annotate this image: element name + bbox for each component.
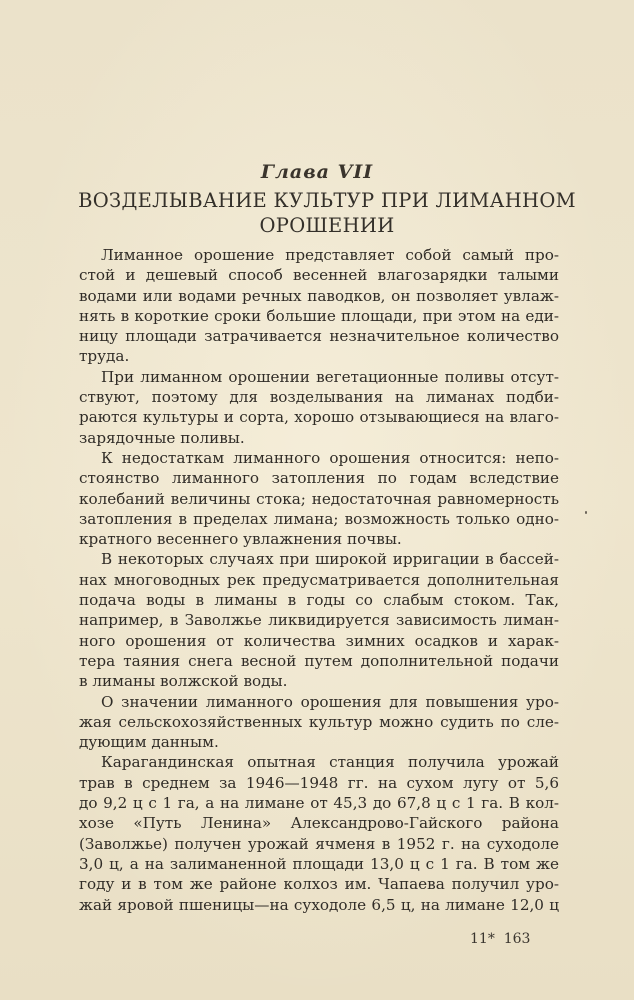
text-line: хозе «Путь Ленина» Александрово-Гайского района (79, 814, 559, 833)
page-footer (470, 931, 570, 947)
text-line: Карагандинская опытная станция получила урожай (101, 753, 559, 772)
text-line: (Заволжье) получен урожай ячменя в 1952 г. на суходоле (79, 834, 559, 853)
text-line: раются культуры и сорта, хорошо отзывающиеся на влаго- (79, 408, 559, 427)
text-line: При лиманном орошении вегетационные поливы отсут- (101, 367, 559, 386)
paragraph (79, 549, 559, 691)
text-line: тера таяния снега весной путем дополнительной подачи (79, 651, 559, 670)
text-line: 3,0 ц, а на залиманенной площади 13,0 ц с 1 га. В том же (79, 854, 559, 873)
text-line: дующим данным. (79, 733, 219, 752)
text-line: году и в том же районе колхоз им. Чапаева получил уро- (79, 875, 559, 894)
chapter-heading: Глава VII (260, 161, 374, 183)
paragraph (79, 692, 559, 753)
text-line: до 9,2 ц с 1 га, а на лимане от 45,3 до 67,8 ц с 1 га. В кол- (79, 794, 559, 813)
text-line: в лиманы волжской воды. (79, 672, 288, 691)
text-line: подача воды в лиманы в годы со слабым стоком. Так, (79, 591, 559, 610)
body-text (79, 245, 559, 915)
text-line: жая сельскохозяйственных культур можно судить по сле- (79, 712, 559, 731)
text-line: Лиманное орошение представляет собой самый про- (101, 246, 559, 264)
text-line: стоянство лиманного затопления по годам вследствие (79, 469, 559, 488)
text-line: колебаний величины стока; недостаточная равномерность (79, 489, 559, 508)
text-line: ного орошения от количества зимних осадков и харак- (79, 631, 559, 650)
text-line: например, в Заволжье ликвидируется зависимость лиман- (79, 611, 559, 630)
paragraph (79, 752, 559, 914)
text-line: К недостаткам лиманного орошения относится: непо- (101, 448, 559, 467)
text-line: жай яровой пшеницы—на суходоле 6,5 ц, на лимане 12,0 ц (79, 895, 559, 914)
text-line: нять в короткие сроки большие площади, при этом на еди- (79, 306, 559, 325)
text-line: кратного весеннего увлажнения почвы. (79, 530, 402, 549)
text-line: нах многоводных рек предусматривается дополнительная (79, 570, 559, 589)
text-line: ницу площади затрачивается незначительное количество (79, 327, 559, 346)
chapter-title-line: ВОЗДЕЛЫВАНИЕ КУЛЬТУР ПРИ ЛИМАННОМ (78, 189, 576, 212)
text-line: трав в среднем за 1946—1948 гг. на сухом лугу от 5,6 (79, 773, 559, 792)
text-line: В некоторых случаях при широкой ирригации в бассей- (101, 550, 559, 569)
chapter-title-line: ОРОШЕНИИ (259, 214, 395, 237)
text-line: О значении лиманного орошения для повышения уро- (101, 692, 559, 711)
signature-mark: 11* (470, 931, 495, 947)
page-number: 163 (503, 931, 531, 947)
text-line: затопления в пределах лимана; возможность только одно- (79, 509, 559, 528)
paragraph (79, 245, 559, 367)
paragraph (79, 448, 559, 549)
chapter-title (60, 188, 594, 238)
paragraph (79, 367, 559, 448)
text-line: ствуют, поэтому для возделывания на лиманах подби- (79, 388, 559, 407)
print-speck (585, 511, 587, 514)
text-line: зарядочные поливы. (79, 428, 245, 447)
text-line: стой и дешевый способ весенней влагозарядки талыми (79, 266, 559, 285)
text-line: водами или водами речных паводков, он позволяет увлаж- (79, 286, 559, 305)
text-line: труда. (79, 347, 130, 366)
